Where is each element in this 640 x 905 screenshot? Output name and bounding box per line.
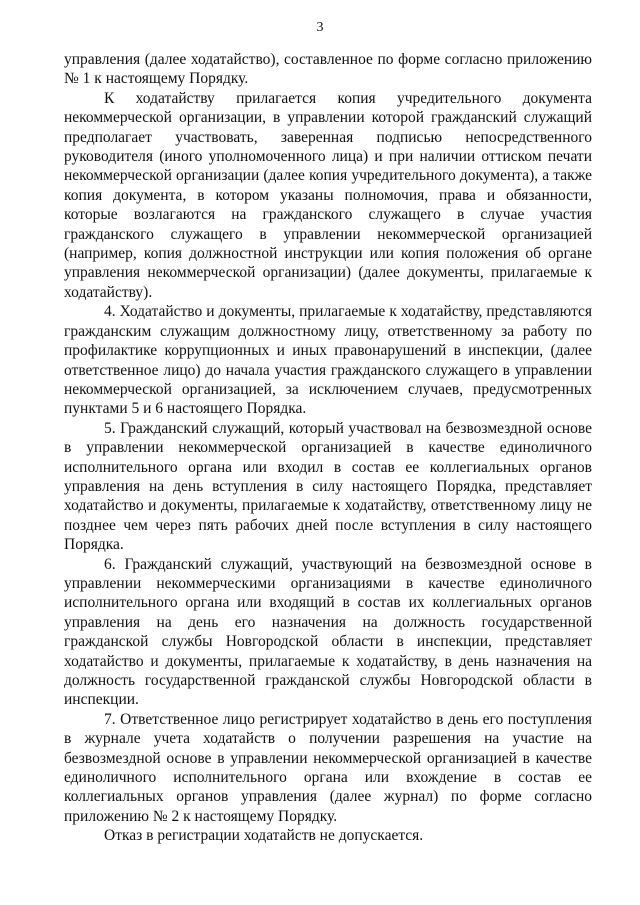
document-body xyxy=(64,50,592,846)
paragraph-item-7: 7. Ответственное лицо регистрирует ходатайство в день его поступления в журнале учета ходатайств о получении разрешения на участие на безвозмездной основе в управлении некоммерческой организацией в качестве единоличного исполнительного органа или вхождение в состав ее коллегиальных органов управления (далее журнал) по форме согласно приложению № 2 к настоящему Порядку. xyxy=(64,710,592,825)
paragraph-attachments: К ходатайству прилагается копия учредительного документа некоммерческой организации, в управлении которой гражданский служащий предполагает участвовать, заверенная подписью непосредственного руководителя (иного уполномоченного лица) и при наличии оттиском печати некоммерческой организации (далее копия учредительного документа), а также копия документа, в котором указаны полномочия, права и обязанности, которые возлагаются на гражданского служащего в случае участия гражданского служащего в управлении некоммерческой организацией (например, копия должностной инструкции или копия положения об органе управления некоммерческой организации) (далее документы, прилагаемые к ходатайству). xyxy=(64,89,592,301)
paragraph-refusal: Отказ в регистрации ходатайств не допускается. xyxy=(104,827,424,845)
page-number: 3 xyxy=(316,20,324,35)
paragraph-item-6: 6. Гражданский служащий, участвующий на безвозмездной основе в управлении некоммерческими организациями в качестве единоличного исполнительного органа или входящий в состав их коллегиальных органов управления на день его назначения на должность государственной гражданской службы Новгородской области в инспекции, представляет ходатайство и документы, прилагаемые к ходатайству, в день назначения на должность государственной гражданской службы Новгородской области в инспекции. xyxy=(64,555,592,709)
paragraph-item-5: 5. Гражданский служащий, который участвовал на безвозмездной основе в управлении некоммерческой организацией в качестве единоличного исполнительного органа или входил в состав ее коллегиальных органов управления на день вступления в силу настоящего Порядка, представляет ходатайство и документы, прилагаемые к ходатайству, ответственному лицу не позднее чем через пять рабочих дней после вступления в силу настоящего Порядка. xyxy=(64,419,592,554)
paragraph-continuation: управления (далее ходатайство), составленное по форме согласно приложению № 1 к настоящему Порядку. xyxy=(64,51,592,88)
paragraph-item-4: 4. Ходатайство и документы, прилагаемые к ходатайству, представляются гражданским служащим должностному лицу, ответственному за работу по профилактике коррупционных и иных правонарушений в инспекции, (далее ответственное лицо) до начала участия гражданского служащего в управлении некоммерческой организацией, за исключением случаев, предусмотренных пунктами 5 и 6 настоящего Порядка. xyxy=(64,303,592,418)
